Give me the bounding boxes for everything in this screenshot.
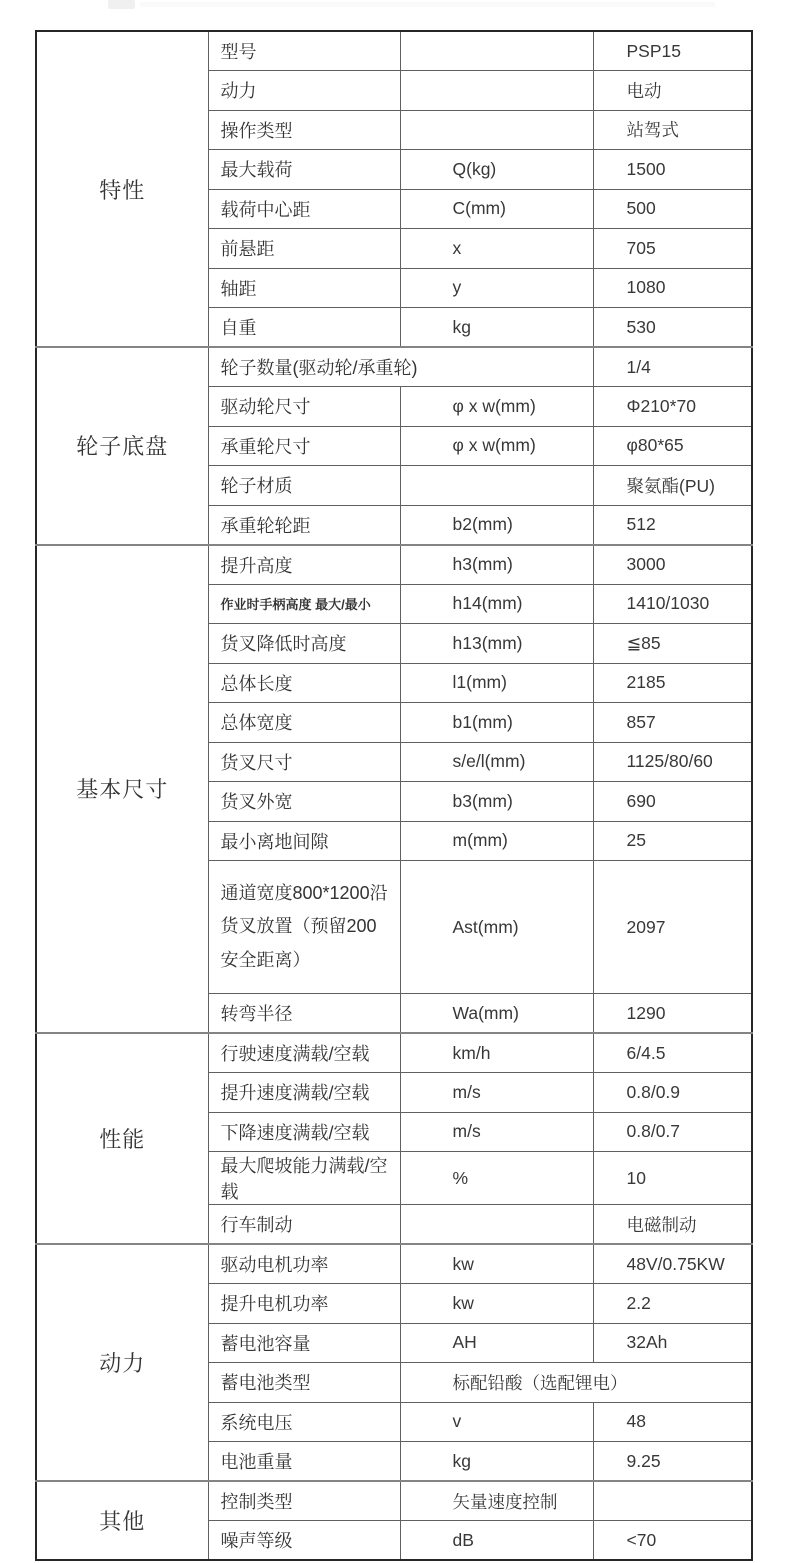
value-cell: 10 (593, 1152, 752, 1205)
unit-cell: m/s (400, 1073, 593, 1113)
param-label-cell: 最大载荷 (208, 150, 400, 190)
value-cell: 1/4 (593, 347, 752, 387)
unit-cell: x (400, 229, 593, 269)
table-row (36, 1481, 752, 1521)
param-label-cell: 前悬距 (208, 229, 400, 269)
unit-cell: φ x w(mm) (400, 426, 593, 466)
value-cell: 电磁制动 (593, 1205, 752, 1245)
value-cell: 1410/1030 (593, 584, 752, 624)
param-label-cell: 行车制动 (208, 1205, 400, 1245)
param-label-cell: 轮子数量(驱动轮/承重轮) (208, 347, 593, 387)
param-label-cell: 最小离地间隙 (208, 821, 400, 861)
unit-cell: m(mm) (400, 821, 593, 861)
param-label-cell: 最大爬坡能力满载/空载 (208, 1152, 400, 1205)
unit-cell: dB (400, 1521, 593, 1561)
value-cell (593, 1481, 752, 1521)
param-label-cell: 驱动轮尺寸 (208, 387, 400, 427)
value-cell: 聚氨酯(PU) (593, 466, 752, 506)
unit-cell: kg (400, 1442, 593, 1482)
table-row (36, 1244, 752, 1284)
unit-cell: Ast(mm) (400, 861, 593, 994)
value-cell: 0.8/0.7 (593, 1112, 752, 1152)
param-label-cell: 载荷中心距 (208, 189, 400, 229)
value-cell: 25 (593, 821, 752, 861)
section-label: 动力 (36, 1244, 208, 1481)
param-label-cell: 货叉尺寸 (208, 742, 400, 782)
value-cell: 2097 (593, 861, 752, 994)
value-cell: 站驾式 (593, 110, 752, 150)
value-cell: 6/4.5 (593, 1033, 752, 1073)
value-cell: 9.25 (593, 1442, 752, 1482)
value-cell: PSP15 (593, 31, 752, 71)
param-label-cell: 型号 (208, 31, 400, 71)
section-label: 其他 (36, 1481, 208, 1560)
value-cell: 32Ah (593, 1323, 752, 1363)
param-label-cell: 系统电压 (208, 1402, 400, 1442)
spec-table-body (36, 31, 752, 1560)
cropped-image-artifact-strip (140, 2, 715, 7)
unit-cell (400, 71, 593, 111)
unit-cell: b2(mm) (400, 505, 593, 545)
section-label: 特性 (36, 31, 208, 347)
unit-cell: φ x w(mm) (400, 387, 593, 427)
unit-cell: h3(mm) (400, 545, 593, 585)
value-cell: 512 (593, 505, 752, 545)
section-label: 性能 (36, 1033, 208, 1244)
param-label-cell: 行驶速度满载/空载 (208, 1033, 400, 1073)
param-label-cell: 承重轮尺寸 (208, 426, 400, 466)
param-label-cell: 操作类型 (208, 110, 400, 150)
table-row (36, 1033, 752, 1073)
section-label: 基本尺寸 (36, 545, 208, 1034)
param-label-cell: 货叉外宽 (208, 782, 400, 822)
value-cell: 1290 (593, 994, 752, 1034)
param-label-cell: 通道宽度800*1200沿货叉放置（预留200安全距离） (208, 861, 400, 994)
param-label-cell: 提升速度满载/空载 (208, 1073, 400, 1113)
param-label-cell: 提升电机功率 (208, 1284, 400, 1324)
value-cell: 2185 (593, 663, 752, 703)
unit-cell: s/e/l(mm) (400, 742, 593, 782)
unit-cell: m/s (400, 1112, 593, 1152)
unit-cell: 矢量速度控制 (400, 1481, 593, 1521)
param-label-cell: 动力 (208, 71, 400, 111)
param-label-cell: 总体长度 (208, 663, 400, 703)
table-row (36, 347, 752, 387)
unit-cell (400, 110, 593, 150)
param-label-cell: 电池重量 (208, 1442, 400, 1482)
unit-cell: kg (400, 308, 593, 348)
value-cell: 48V/0.75KW (593, 1244, 752, 1284)
unit-cell: km/h (400, 1033, 593, 1073)
spec-table (35, 30, 753, 1561)
param-label-cell: 作业时手柄高度 最大/最小 (208, 584, 400, 624)
value-cell: 0.8/0.9 (593, 1073, 752, 1113)
value-cell: <70 (593, 1521, 752, 1561)
value-cell: ≦85 (593, 624, 752, 664)
unit-cell (400, 31, 593, 71)
value-cell: 500 (593, 189, 752, 229)
value-cell: Φ210*70 (593, 387, 752, 427)
value-cell: 48 (593, 1402, 752, 1442)
value-cell: 3000 (593, 545, 752, 585)
param-label-cell: 货叉降低时高度 (208, 624, 400, 664)
section-label: 轮子底盘 (36, 347, 208, 545)
unit-cell: h13(mm) (400, 624, 593, 664)
unit-cell: kw (400, 1244, 593, 1284)
value-cell: 1080 (593, 268, 752, 308)
param-label-cell: 轴距 (208, 268, 400, 308)
unit-cell: kw (400, 1284, 593, 1324)
param-label-cell: 承重轮轮距 (208, 505, 400, 545)
value-cell: 电动 (593, 71, 752, 111)
unit-cell: AH (400, 1323, 593, 1363)
param-label-cell: 蓄电池容量 (208, 1323, 400, 1363)
value-cell: 857 (593, 703, 752, 743)
param-label-cell: 噪声等级 (208, 1521, 400, 1561)
param-label-cell: 提升高度 (208, 545, 400, 585)
cropped-image-artifact (108, 0, 135, 9)
unit-cell: h14(mm) (400, 584, 593, 624)
value-cell: φ80*65 (593, 426, 752, 466)
param-label-cell: 蓄电池类型 (208, 1363, 400, 1403)
unit-cell: l1(mm) (400, 663, 593, 703)
param-label-cell: 下降速度满载/空载 (208, 1112, 400, 1152)
param-label-cell: 自重 (208, 308, 400, 348)
unit-cell (400, 1205, 593, 1245)
unit-cell: v (400, 1402, 593, 1442)
param-label-cell: 总体宽度 (208, 703, 400, 743)
param-label-cell: 驱动电机功率 (208, 1244, 400, 1284)
table-row (36, 545, 752, 585)
value-cell: 690 (593, 782, 752, 822)
value-cell: 1500 (593, 150, 752, 190)
unit-cell: Wa(mm) (400, 994, 593, 1034)
unit-cell: Q(kg) (400, 150, 593, 190)
value-cell: 2.2 (593, 1284, 752, 1324)
param-label-cell: 转弯半径 (208, 994, 400, 1034)
value-cell: 1125/80/60 (593, 742, 752, 782)
table-row (36, 31, 752, 71)
unit-cell: b3(mm) (400, 782, 593, 822)
value-cell: 705 (593, 229, 752, 269)
unit-cell: % (400, 1152, 593, 1205)
unit-cell (400, 466, 593, 506)
unit-cell: b1(mm) (400, 703, 593, 743)
spec-sheet (35, 30, 753, 1561)
value-cell: 530 (593, 308, 752, 348)
unit-cell: C(mm) (400, 189, 593, 229)
unit-cell: 标配铅酸（选配锂电） (400, 1363, 752, 1403)
param-label-cell: 轮子材质 (208, 466, 400, 506)
param-label-cell: 控制类型 (208, 1481, 400, 1521)
unit-cell: y (400, 268, 593, 308)
